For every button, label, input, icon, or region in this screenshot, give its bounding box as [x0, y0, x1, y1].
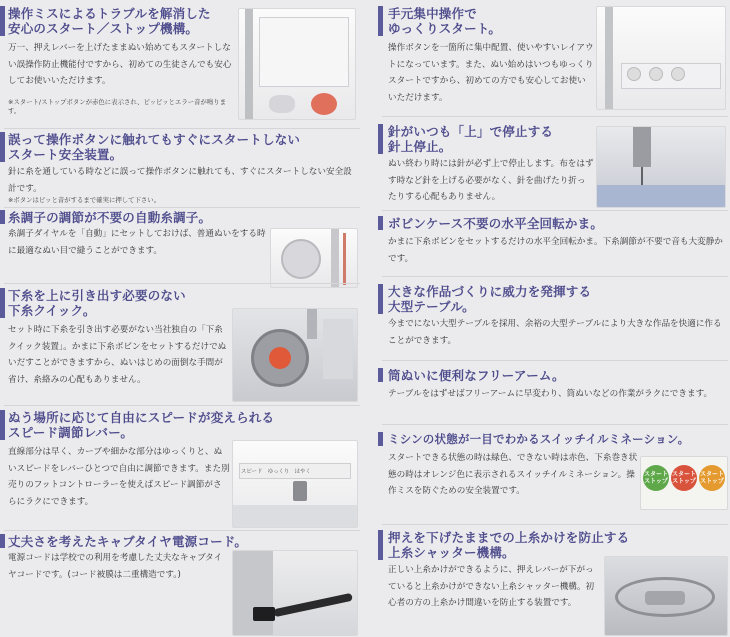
- feature-body: 電源コードは学校での利用を考慮した丈夫なキャブタイヤコードです。(コード被膜は二重構造です。): [8, 553, 223, 580]
- speed-slider-label: スピード ゆっくり はやく: [241, 469, 311, 475]
- feature-thread-shutter: [378, 530, 730, 637]
- feature-title: [8, 410, 274, 440]
- title-line: 針上停止。: [388, 139, 452, 154]
- feature-body: 操作ボタンを一箇所に集中配置、使いやすいレイアウトになっています。また、ぬい始めはいつもゆっくりスタートですから、初めての方でも安心してお使いいただけます。: [388, 43, 594, 103]
- needle-up-photo: [596, 126, 726, 208]
- title-line: 操作ミスによるトラブルを解消した: [8, 6, 211, 21]
- feature-title: [8, 210, 211, 225]
- accent-bar: [0, 6, 5, 36]
- title-line: 安心のスタート／ストップ機構。: [8, 21, 199, 36]
- title-line: 筒ぬいに便利なフリーアーム。: [388, 368, 565, 383]
- feature-free-arm: [378, 368, 730, 418]
- title-line: ミシンの状態が一目でわかるスイッチイルミネーション。: [388, 432, 690, 446]
- accent-bar: [0, 132, 5, 162]
- feature-note: ※スタート/ストップボタンが赤色に表示され、ピッピッとエラー音が鳴ります。: [8, 98, 227, 115]
- divider: [382, 524, 728, 525]
- title-line: スピード調節レバー。: [8, 425, 134, 440]
- feature-body: 万一、押えレバーを上げたままぬい始めてもスタートしない誤操作防止機能付ですから、初めての生徒さんでも安心してお使いいただけます。: [8, 43, 232, 86]
- speed-lever-photo: [232, 440, 358, 528]
- start-stop-button-photo: [238, 8, 356, 120]
- feature-auto-tension: [0, 210, 362, 282]
- accent-bar: [378, 284, 383, 314]
- feature-illumination: [378, 432, 730, 522]
- feature-body: かまに下糸ボビンをセットするだけの水平全回転かま。下糸調節が不要で音も大変静かです。: [388, 237, 723, 264]
- accent-bar: [0, 410, 5, 440]
- title-line: スタート安全装置。: [8, 147, 123, 162]
- lamp-green-icon: [643, 465, 669, 491]
- title-line: 手元集中操作で: [388, 6, 477, 21]
- feature-note: ※ボタンはピッと音がするまで確実に押して下さい。: [8, 196, 161, 204]
- divider: [382, 424, 728, 425]
- feature-title: [388, 284, 591, 314]
- title-line: 針がいつも「上」で停止する: [388, 124, 554, 139]
- feature-title: [388, 216, 603, 231]
- feature-body: セット時に下糸を引き出す必要がない当社独自の「下糸クイック装置」。かまに下糸ボビンをセットするだけでぬいだすことができますから、ぬいはじめの面倒な手間が省け、糸絡みの心配もありません。: [8, 325, 227, 385]
- feature-body: 今までにない大型テーブルを採用、余裕の大型テーブルにより大きな作品を快適に作ることができます。: [388, 319, 722, 346]
- title-line: ボビンケース不要の水平全回転かま。: [388, 216, 604, 231]
- accent-bar: [378, 432, 383, 446]
- lamp-orange-icon: [699, 465, 725, 491]
- feature-body: 直線部分は早く、カーブや細かな部分はゆっくりと、ぬいスピードをレバーひとつで自由に調節できます。また別売りのフットコントローラーを使えばスピード調節がさらにラクにできます。: [8, 447, 230, 507]
- feature-body: ぬい終わり時には針が必ず上で停止します。布をはずす時など針を上げる必要がなく、針を曲げたり折ったりする心配もありません。: [388, 159, 594, 202]
- feature-large-table: [378, 284, 730, 350]
- title-line: 下糸クイック。: [8, 303, 96, 318]
- title-line: 糸調子の調節が不要の自動糸調子。: [8, 210, 212, 225]
- feature-bobbin-quick: [0, 288, 362, 402]
- divider: [4, 207, 360, 208]
- feature-body: 針に糸を通している時などに誤って操作ボタンに触れても、すぐにスタートしない安全設計です。: [8, 167, 352, 194]
- feature-body: 正しい上糸かけができるように、押えレバーが下がっていると上糸かけができない上糸シャッター機構。初心者の方の上糸かけ間違いを防止する装置です。: [388, 565, 595, 608]
- feature-title: [8, 534, 247, 549]
- title-line: 誤って操作ボタンに触れてもすぐにスタートしない: [8, 132, 301, 147]
- feature-body: テーブルをはずせばフリーアームに早変わり、筒ぬいなどの作業がラクにできます。: [388, 389, 713, 399]
- divider: [382, 210, 728, 211]
- feature-speed-lever: [0, 410, 362, 528]
- accent-bar: [378, 6, 383, 36]
- lamp-label: スタート ストップ: [671, 471, 696, 485]
- feature-power-cord: [0, 534, 362, 637]
- feature-title: [8, 6, 211, 36]
- feature-title: [388, 432, 689, 447]
- accent-bar: [0, 534, 5, 548]
- accent-bar: [378, 124, 383, 154]
- accent-bar: [378, 216, 383, 230]
- divider: [382, 276, 728, 277]
- lamp-label: スタート ストップ: [699, 471, 724, 485]
- feature-title: [8, 132, 300, 162]
- title-line: 大きな作品づくりに威力を発揮する: [388, 284, 592, 299]
- tension-dial-photo: [270, 228, 358, 288]
- title-line: ぬう場所に応じて自由にスピードが変えられる: [8, 410, 275, 425]
- divider: [382, 116, 728, 117]
- title-line: ゆっくりスタート。: [388, 21, 502, 36]
- title-line: 丈夫さを考えたキャブタイヤ電源コード。: [8, 534, 248, 549]
- divider: [4, 405, 360, 406]
- title-line: 大型テーブル。: [388, 299, 475, 314]
- divider: [4, 283, 360, 284]
- title-line: 上糸シャッター機構。: [388, 545, 515, 560]
- feature-body: 糸調子ダイヤルを「自動」にセットしておけば、普通ぬいをする時に最適なぬい目で縫うことができます。: [8, 229, 266, 256]
- feature-safety-start: [0, 132, 362, 204]
- feature-start-stop: [0, 6, 362, 126]
- accent-bar: [0, 288, 5, 318]
- lamp-red-icon: [671, 465, 697, 491]
- feature-title: [8, 288, 186, 318]
- feature-needle-up: [378, 124, 730, 208]
- feature-title: [388, 530, 629, 560]
- control-buttons-photo: [596, 6, 726, 110]
- feature-title: [388, 124, 553, 154]
- divider: [4, 530, 360, 531]
- accent-bar: [378, 530, 383, 560]
- feature-slow-start: [378, 6, 730, 116]
- title-line: 押えを下げたままでの上糸かけを防止する: [388, 530, 630, 545]
- accent-bar: [0, 210, 5, 224]
- accent-bar: [378, 368, 383, 382]
- bobbin-quick-photo: [232, 308, 358, 402]
- lamp-label: スタート ストップ: [643, 471, 668, 485]
- feature-title: [388, 368, 565, 383]
- divider: [4, 128, 360, 129]
- power-cord-photo: [232, 550, 358, 636]
- feature-body: スタートできる状態の時は緑色、できない時は赤色、下糸巻き状態の時はオレンジ色に表示されるスイッチイルミネーション。操作ミスを防ぐための安全装置です。: [388, 453, 638, 496]
- feature-rotary-hook: [378, 216, 730, 262]
- illumination-lamps-photo: [640, 456, 728, 510]
- feature-title: [388, 6, 501, 36]
- thread-shutter-photo: [604, 556, 728, 636]
- divider: [382, 360, 728, 361]
- title-line: 下糸を上に引き出す必要のない: [8, 288, 186, 303]
